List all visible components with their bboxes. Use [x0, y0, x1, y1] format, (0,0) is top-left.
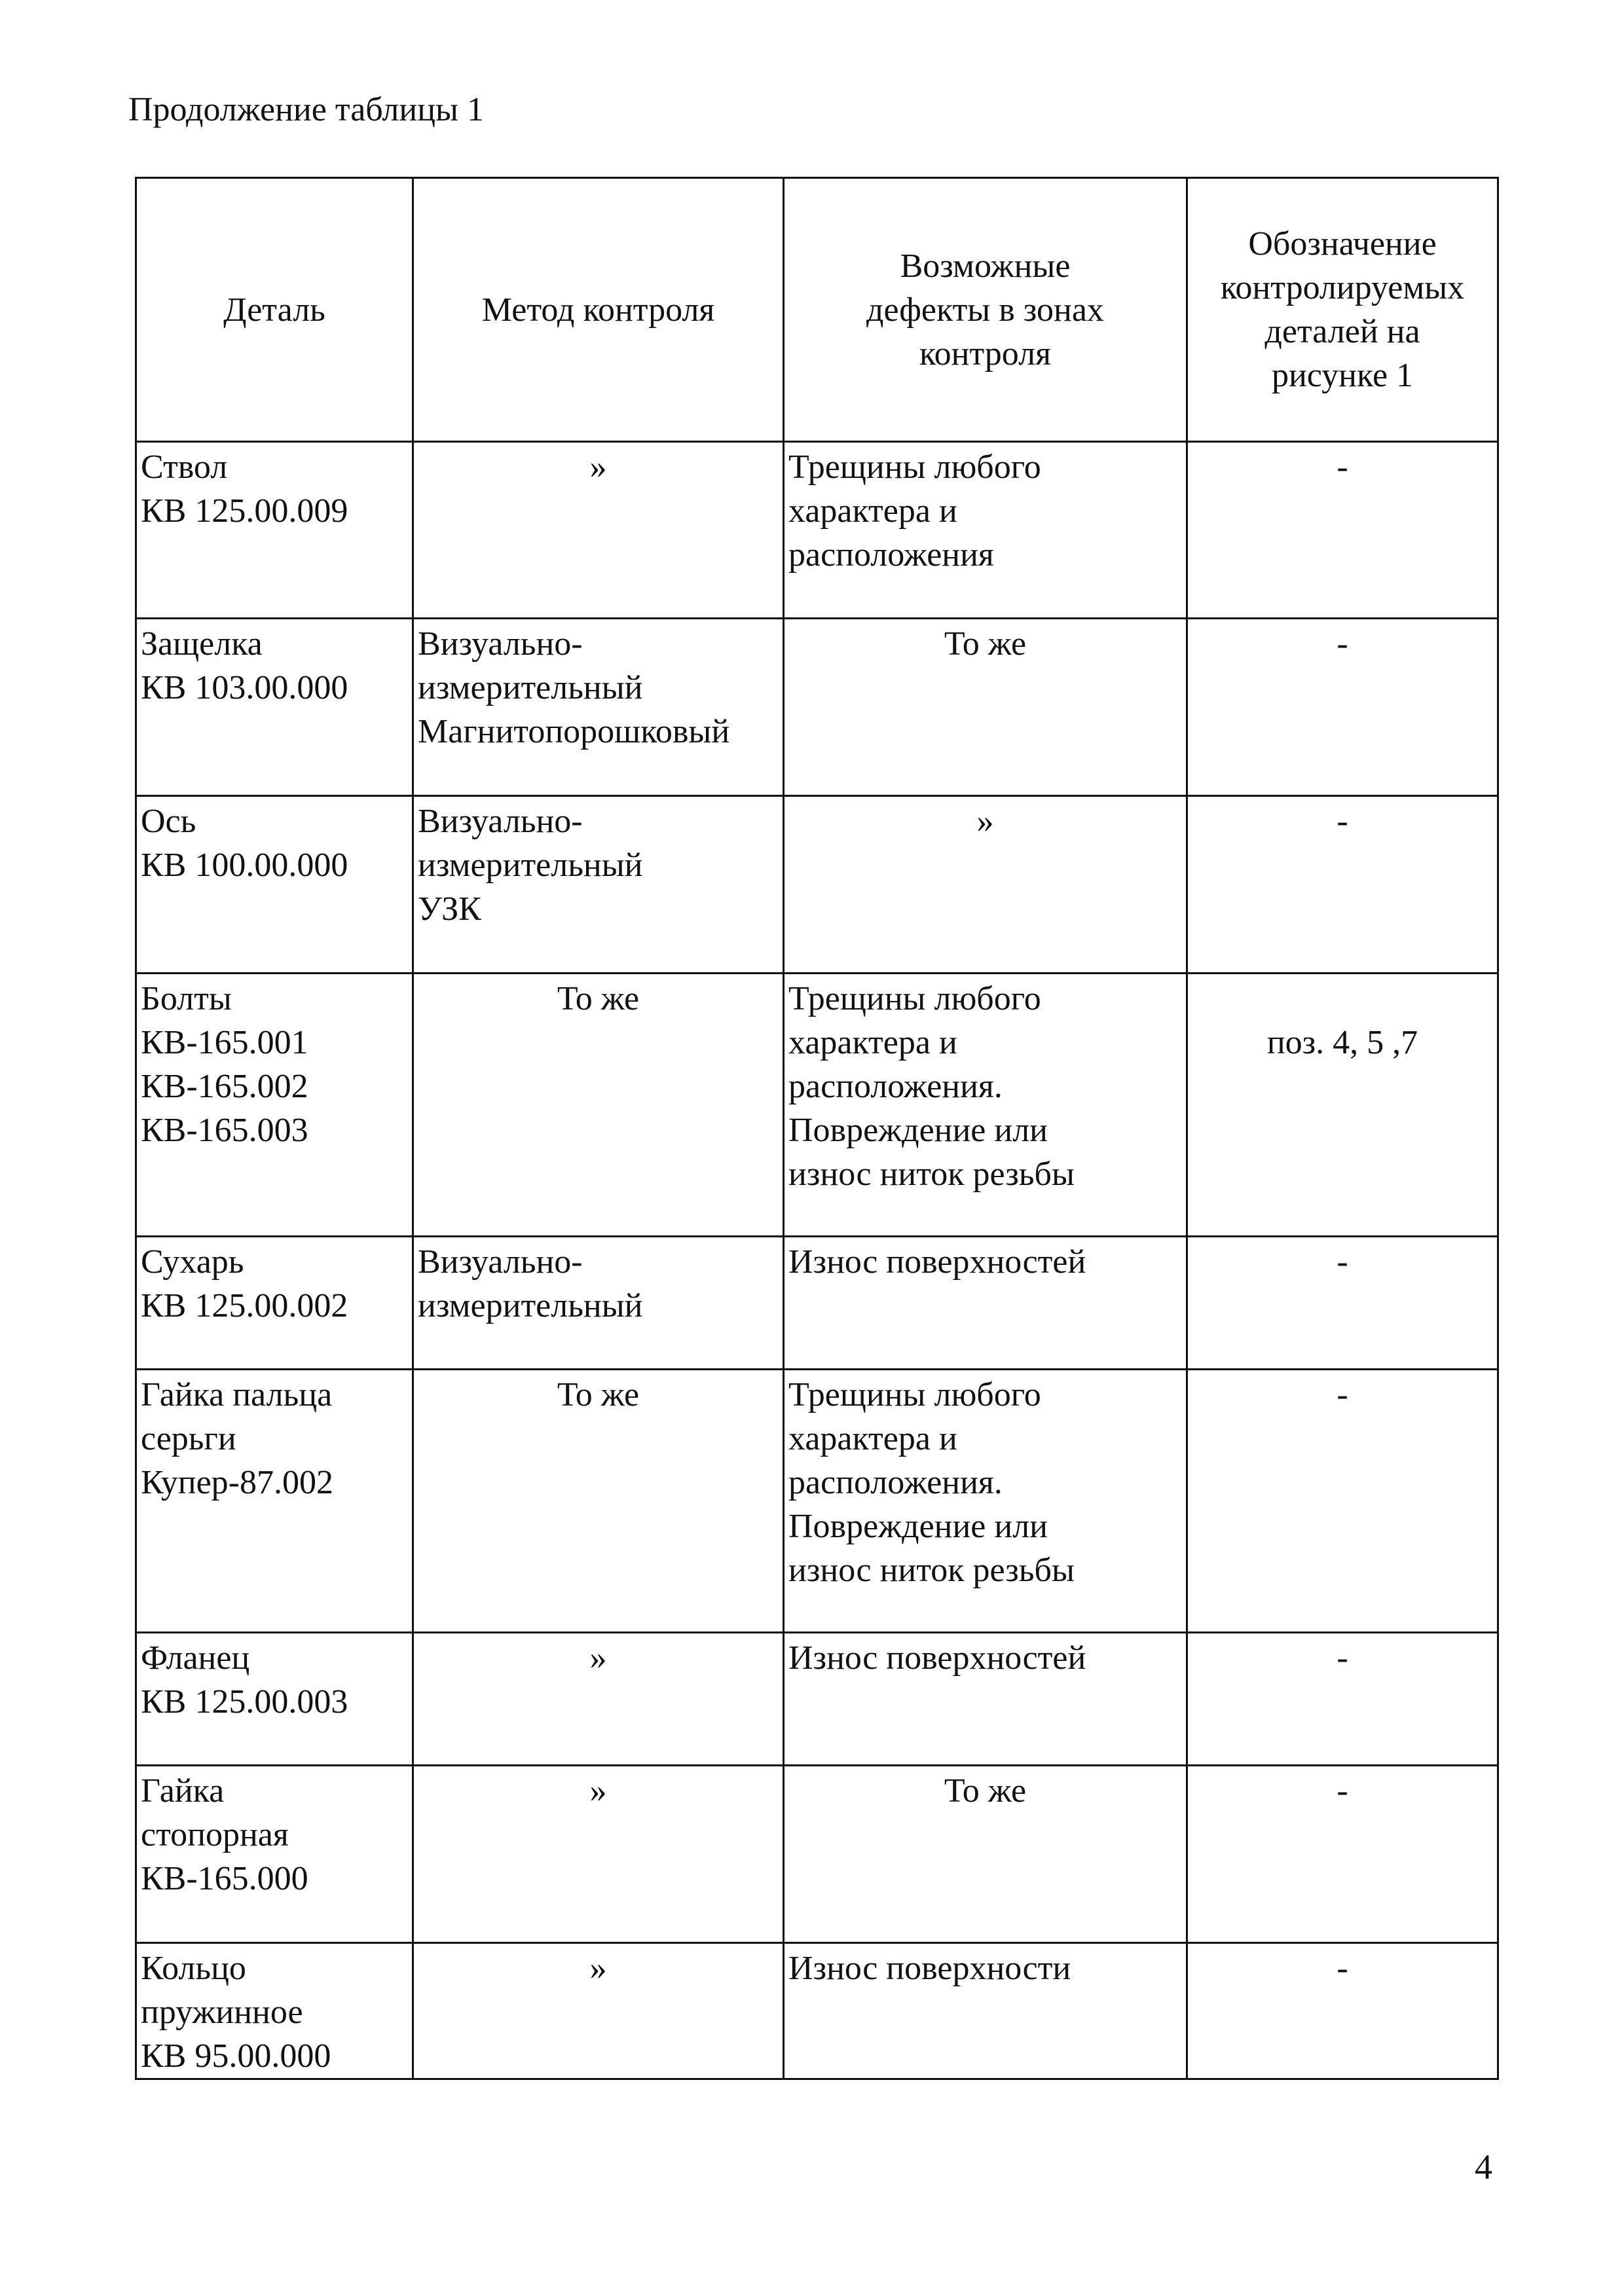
cell-defects: Трещины любого характера и расположения. Повреждение или износ ниток резьбы: [784, 1370, 1187, 1633]
table-row: [136, 974, 1498, 1237]
table-row: [136, 1370, 1498, 1633]
cell-designation: -: [1187, 1237, 1498, 1370]
table-row: [136, 1943, 1498, 2079]
cell-detail: Ось КВ 100.00.000: [136, 796, 413, 974]
cell-method: »: [413, 442, 784, 619]
table-row: [136, 1766, 1498, 1943]
cell-designation: -: [1187, 1633, 1498, 1766]
cell-detail: Кольцо пружинное КВ 95.00.000: [136, 1943, 413, 2079]
cell-method: »: [413, 1943, 784, 2079]
cell-defects: Трещины любого характера и расположения. Повреждение или износ ниток резьбы: [784, 974, 1187, 1237]
cell-detail: Болты КВ-165.001 КВ-165.002 КВ-165.003: [136, 974, 413, 1237]
cell-method: Визуально- измерительный: [413, 1237, 784, 1370]
cell-defects: »: [784, 796, 1187, 974]
table-row: [136, 1633, 1498, 1766]
header-defects: Возможные дефекты в зонах контроля: [784, 178, 1187, 442]
cell-detail: Ствол КВ 125.00.009: [136, 442, 413, 619]
cell-designation: поз. 4, 5 ,7: [1187, 974, 1498, 1237]
cell-detail: Фланец КВ 125.00.003: [136, 1633, 413, 1766]
table-row: [136, 796, 1498, 974]
cell-designation: -: [1187, 1943, 1498, 2079]
cell-designation: -: [1187, 619, 1498, 796]
defects-table: [135, 177, 1499, 2080]
cell-designation: -: [1187, 1766, 1498, 1943]
cell-detail: Сухарь КВ 125.00.002: [136, 1237, 413, 1370]
cell-method: То же: [413, 1370, 784, 1633]
cell-defects: Трещины любого характера и расположения: [784, 442, 1187, 619]
cell-method: Визуально- измерительный УЗК: [413, 796, 784, 974]
table-caption: Продолжение таблицы 1: [128, 91, 484, 128]
table-row: [136, 619, 1498, 796]
cell-method: »: [413, 1766, 784, 1943]
table-header-row: [136, 178, 1498, 442]
cell-defects: То же: [784, 1766, 1187, 1943]
cell-defects: Износ поверхностей: [784, 1237, 1187, 1370]
cell-designation: -: [1187, 442, 1498, 619]
header-designation: Обозначение контролируемых деталей на рисунке 1: [1187, 178, 1498, 442]
table-row: [136, 442, 1498, 619]
cell-method: »: [413, 1633, 784, 1766]
cell-designation: -: [1187, 1370, 1498, 1633]
header-method: Метод контроля: [413, 178, 784, 442]
cell-detail: Гайка стопорная КВ-165.000: [136, 1766, 413, 1943]
cell-method: То же: [413, 974, 784, 1237]
cell-defects: Износ поверхностей: [784, 1633, 1187, 1766]
cell-detail: Защелка КВ 103.00.000: [136, 619, 413, 796]
header-detail: Деталь: [136, 178, 413, 442]
cell-method: Визуально- измерительный Магнитопорошковый: [413, 619, 784, 796]
table-row: [136, 1237, 1498, 1370]
cell-defects: Износ поверхности: [784, 1943, 1187, 2079]
page-number: 4: [1475, 2147, 1492, 2187]
cell-designation: -: [1187, 796, 1498, 974]
cell-detail: Гайка пальца серьги Купер-87.002: [136, 1370, 413, 1633]
cell-defects: То же: [784, 619, 1187, 796]
